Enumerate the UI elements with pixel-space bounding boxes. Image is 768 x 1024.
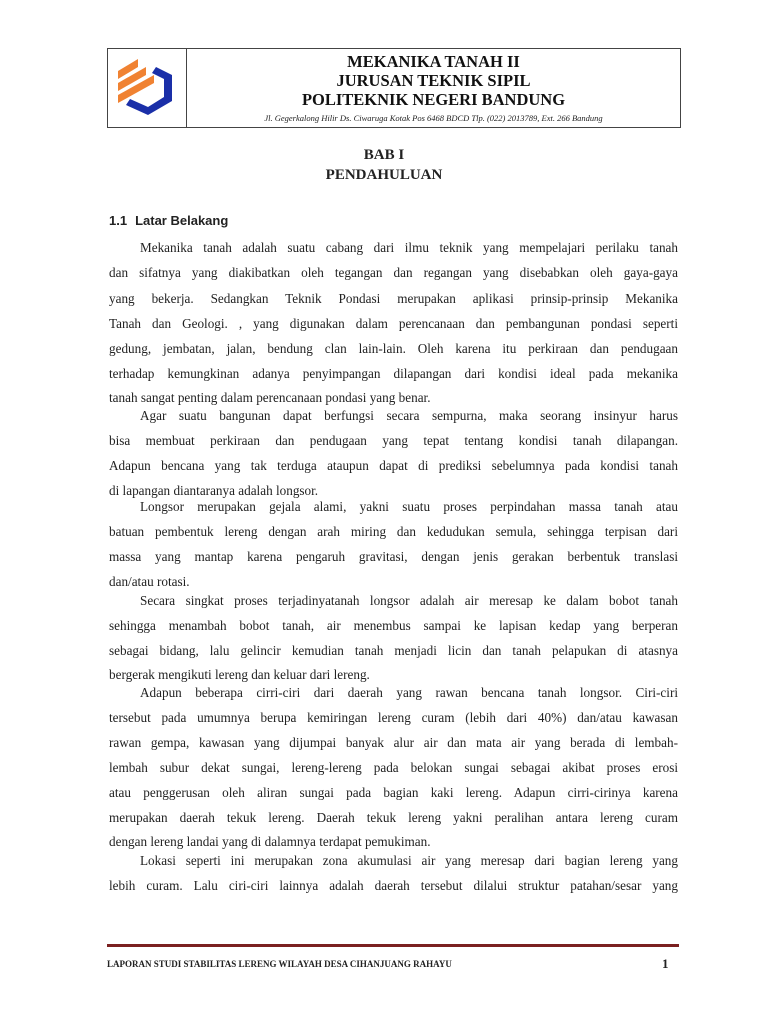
institution-title: POLITEKNIK NEGERI BANDUNG — [301, 90, 566, 109]
section-heading — [109, 213, 236, 228]
body-line: tanah sangat penting dalam perencanaan pondasi yang benar. — [109, 390, 431, 405]
body-line: tersebut pada umumnya berupa kemiringan lereng curam (lebih dari 40%) dan/atau kawasan — [109, 710, 678, 725]
body-line: Tanah dan Geologi. , yang digunakan dalam perencanaan dan pembangunan pondasi seperti — [109, 316, 678, 331]
footer-title: LAPORAN STUDI STABILITAS LERENG WILAYAH DESA CIHANJUANG RAHAYU — [107, 959, 452, 969]
course-title: MEKANIKA TANAH II — [347, 52, 520, 71]
body-line: Mekanika tanah adalah suatu cabang dari ilmu teknik yang mempelajari perilaku tanah — [140, 240, 678, 255]
chapter-title: PENDAHULUAN — [325, 167, 443, 183]
body-line: sehingga menambah bobot tanah, air menembus sampai ke lapisan kedap yang berperan — [109, 618, 678, 633]
page-number: 1 — [662, 956, 669, 971]
footer-rule — [107, 944, 679, 947]
department-title: JURUSAN TEKNIK SIPIL — [336, 71, 531, 90]
body-line: dengan lereng landai yang di dalamnya terdapat pemukiman. — [109, 834, 431, 849]
body-line: terhadap kemungkinan adanya penyimpangan dilapangan dari kondisi ideal pada mekanika — [109, 366, 678, 381]
body-line: dan/atau rotasi. — [109, 574, 190, 589]
body-line: lebih curam. Lalu ciri-ciri lainnya adalah daerah tersebut dilalui struktur patahan/sesar yang — [109, 878, 678, 893]
body-line: rawan gempa, kawasan yang dijumpai banyak alur air dan mata air yang berada di lembah- — [109, 735, 678, 750]
body-line: batuan pembentuk lereng dengan arah miring dan kedudukan semula, sehingga terpisan dari — [109, 524, 678, 539]
institution-address: Jl. Gegerkalong Hilir Ds. Ciwaruga Kotak Pos 6468 BDCD Tlp. (022) 2013789, Ext. 266 Bandung — [264, 113, 603, 123]
body-line: Agar suatu bangunan dapat berfungsi secara sempurna, maka seorang insinyur harus — [140, 408, 678, 423]
body-line: bergerak mengikuti lereng dan keluar dari lereng. — [109, 667, 370, 682]
body-line: yang bekerja. Sedangkan Teknik Pondasi merupakan aplikasi prinsip-prinsip Mekanika — [109, 291, 678, 306]
body-line: Secara singkat proses terjadinyatanah longsor adalah air meresap ke dalam bobot tanah — [140, 593, 678, 608]
body-line: Lokasi seperti ini merupakan zona akumulasi air yang meresap dari bagian lereng yang — [140, 853, 678, 868]
section-title: Latar Belakang — [135, 213, 229, 228]
body-line: lembah subur dekat sungai, lereng-lereng pada belokan sungai sebagai akibat proses erosi — [109, 760, 678, 775]
body-line: atau penggerusan oleh aliran sungai pada bagian kaki lereng. Adapun cirri-cirinya karena — [109, 785, 678, 800]
header-text — [187, 49, 680, 123]
body-line: dan sifatnya yang diakibatkan oleh tegangan dan regangan yang disebabkan oleh gaya-gaya — [109, 265, 678, 280]
section-number: 1.1 — [109, 213, 128, 228]
body-line: gedung, jembatan, jalan, bendung clan lain-lain. Oleh karena itu perkiraan dan pendugaan — [109, 341, 678, 356]
body-line: di lapangan diantaranya adalah longsor. — [109, 483, 319, 498]
body-line: merupakan daerah tekuk lereng. Daerah tekuk lereng yakni peralihan antara lereng curam — [109, 810, 678, 825]
document-header — [107, 48, 681, 128]
body-line: Longsor merupakan gejala alami, yakni suatu proses perpindahan massa tanah atau — [140, 499, 678, 514]
body-line: bisa membuat perkiraan dan pendugaan yang tepat tentang kondisi tanah dilapangan. — [109, 433, 678, 448]
body-line: Adapun beberapa cirri-ciri dari daerah yang rawan bencana tanah longsor. Ciri-ciri — [140, 685, 678, 700]
body-line: Adapun bencana yang tak terduga ataupun dapat di prediksi sebelumnya pada kondisi tanah — [109, 458, 678, 473]
chapter-number: BAB I — [363, 147, 405, 163]
body-line: sebagai bidang, lalu gelincir kemudian tanah menjadi licin dan tanah pelapukan di atasnya — [109, 643, 678, 658]
logo-cell — [108, 49, 187, 127]
body-line: massa yang mantap karena pengaruh gravitasi, dengan jenis gerakan berbentuk translasi — [109, 549, 678, 564]
polban-logo — [116, 57, 178, 119]
